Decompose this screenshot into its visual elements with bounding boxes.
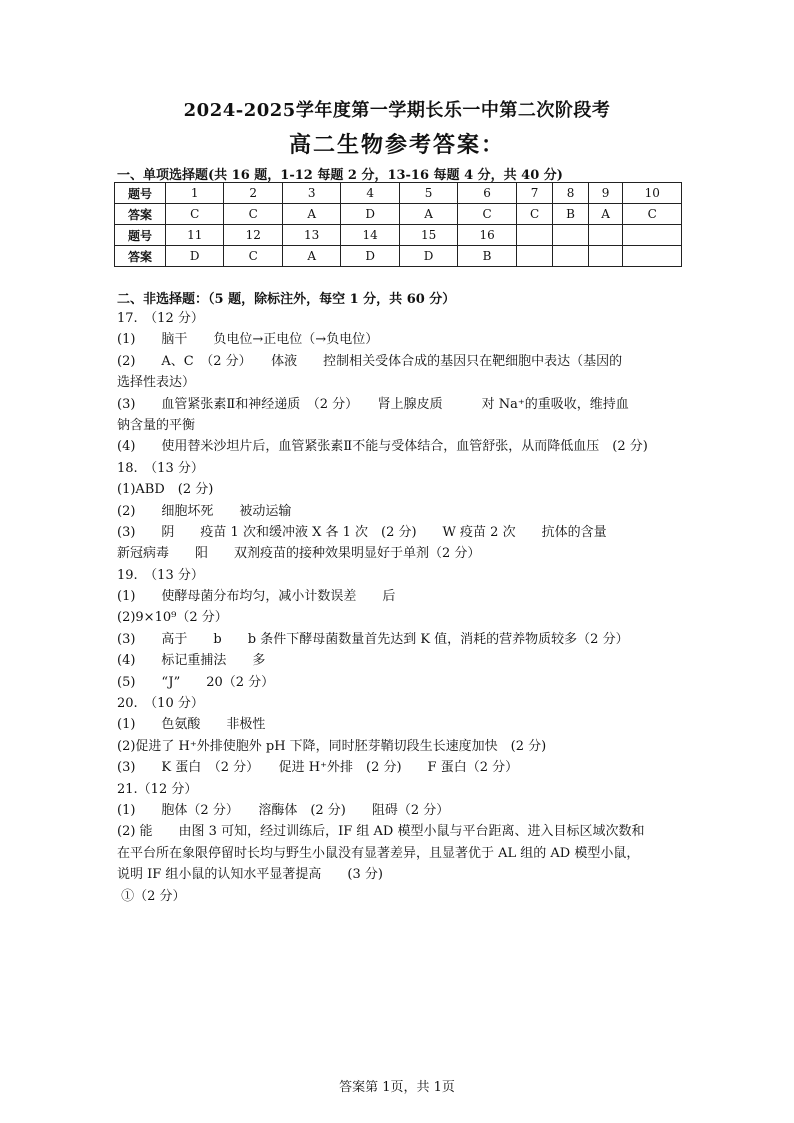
answer-line: (2) 能 由图 3 可知，经过训练后，IF 组 AD 模型小鼠与平台距离、进入目标区域次数和 — [117, 824, 645, 840]
table-cell: C — [224, 204, 282, 225]
table-cell: 9 — [588, 183, 623, 204]
table-cell: C — [458, 204, 516, 225]
table-cell: 13 — [282, 225, 340, 246]
answer-table — [114, 182, 682, 267]
table-cell — [588, 225, 623, 246]
document-subtitle: 高二生物参考答案： — [288, 132, 505, 158]
table-cell: 4 — [341, 183, 399, 204]
table-row — [115, 204, 682, 225]
answer-line: ①（2 分） — [117, 888, 186, 904]
table-cell: A — [588, 204, 623, 225]
table-cell — [588, 246, 623, 267]
answer-line: (5) “J” 20（2 分） — [117, 674, 275, 690]
answer-line: 新冠病毒 阳 双剂疫苗的接种效果明显好于单剂（2 分） — [117, 546, 481, 562]
table-cell: 14 — [341, 225, 399, 246]
table-cell: A — [399, 204, 457, 225]
table-cell: 11 — [166, 225, 224, 246]
table-header-cell: 答案 — [115, 246, 166, 267]
answer-line: 21.（12 分） — [117, 781, 198, 797]
table-cell: 10 — [623, 183, 682, 204]
table-cell: D — [166, 246, 224, 267]
answer-line: (1)ABD (2 分) — [117, 482, 214, 498]
table-cell: C — [166, 204, 224, 225]
answer-line: 选择性表达） — [117, 375, 196, 391]
page-footer: 答案第 1页，共 1页 — [339, 1080, 455, 1095]
table-row — [115, 225, 682, 246]
section-2-heading: 二、非选择题：（5 题，除标注外，每空 1 分，共 60 分） — [117, 292, 456, 307]
table-cell: 5 — [399, 183, 457, 204]
table-cell — [553, 246, 588, 267]
answer-line: (3) 阴 疫苗 1 次和缓冲液 X 各 1 次 (2 分) W 疫苗 2 次 抗体的含量 — [117, 524, 607, 540]
answer-line: 19. （13 分） — [117, 567, 204, 583]
table-cell: 8 — [553, 183, 588, 204]
table-cell: 12 — [224, 225, 282, 246]
table-row — [115, 246, 682, 267]
table-cell — [516, 246, 553, 267]
answer-line: (4) 标记重捕法 多 — [117, 653, 266, 669]
table-cell: D — [341, 246, 399, 267]
table-cell: B — [553, 204, 588, 225]
table-cell: B — [458, 246, 516, 267]
table-cell: A — [282, 246, 340, 267]
answer-line: (3) K 蛋白 （2 分） 促进 H⁺外排 (2 分) F 蛋白（2 分） — [117, 760, 519, 776]
answer-line: (2) 细胞坏死 被动运输 — [117, 503, 292, 519]
table-cell: 1 — [166, 183, 224, 204]
table-cell: D — [399, 246, 457, 267]
table-cell: C — [623, 204, 682, 225]
table-cell: D — [341, 204, 399, 225]
table-cell: C — [516, 204, 553, 225]
answer-line: 20. （10 分） — [117, 696, 204, 712]
table-header-cell: 题号 — [115, 183, 166, 204]
table-cell: 7 — [516, 183, 553, 204]
answer-line: (3) 血管紧张素Ⅱ和神经递质 （2 分） 肾上腺皮质 对 Na⁺的重吸收，维持血 — [117, 396, 629, 412]
table-cell — [553, 225, 588, 246]
answer-line: (2)9×10⁹（2 分） — [117, 610, 228, 626]
document-title: 2024-2025学年度第一学期长乐一中第二次阶段考 — [183, 100, 611, 121]
answer-lines — [117, 308, 682, 907]
table-cell: 2 — [224, 183, 282, 204]
table-cell: 16 — [458, 225, 516, 246]
table-cell: C — [224, 246, 282, 267]
answer-line: (3) 高于 b b 条件下酵母菌数量首先达到 K 值，消耗的营养物质较多（2 分） — [117, 631, 629, 647]
answer-line: 17. （12 分） — [117, 311, 204, 326]
table-cell — [623, 225, 682, 246]
table-cell — [623, 246, 682, 267]
answer-line: 说明 IF 组小鼠的认知水平显著提高 (3 分) — [117, 867, 383, 883]
table-cell: A — [282, 204, 340, 225]
table-cell: 15 — [399, 225, 457, 246]
answer-line: (2) A、C （2 分） 体液 控制相关受体合成的基因只在靶细胞中表达（基因的 — [117, 353, 623, 369]
answer-line: (1) 胞体（2 分） 溶酶体 (2 分) 阻碍（2 分） — [117, 802, 450, 818]
answer-line: 在平台所在象限停留时长均与野生小鼠没有显著差异，且显著优于 AL 组的 AD 模型小鼠， — [117, 845, 640, 861]
answer-line: (2)促进了 H⁺外排使胞外 pH 下降，同时胚芽鞘切段生长速度加快 (2 分) — [117, 738, 547, 754]
answer-line: (1) 脑干 负电位→正电位（→负电位） — [117, 332, 379, 348]
answer-line: 18. （13 分） — [117, 460, 204, 476]
answer-line: 钠含量的平衡 — [117, 417, 196, 433]
section-1-heading: 一、单项选择题(共 16 题，1-12 每题 2 分，13-16 每题 4 分，共 40 分) — [117, 168, 563, 183]
answer-line: (1) 色氨酸 非极性 — [117, 717, 266, 733]
answer-line: (1) 使酵母菌分布均匀，减小计数误差 后 — [117, 589, 396, 605]
table-header-cell: 答案 — [115, 204, 166, 225]
table-cell: 6 — [458, 183, 516, 204]
table-header-cell: 题号 — [115, 225, 166, 246]
table-cell: 3 — [282, 183, 340, 204]
answer-line: (4) 使用替米沙坦片后，血管紧张素Ⅱ不能与受体结合，血管舒张，从而降低血压 (2 分) — [117, 439, 648, 455]
table-cell — [516, 225, 553, 246]
table-row — [115, 183, 682, 204]
